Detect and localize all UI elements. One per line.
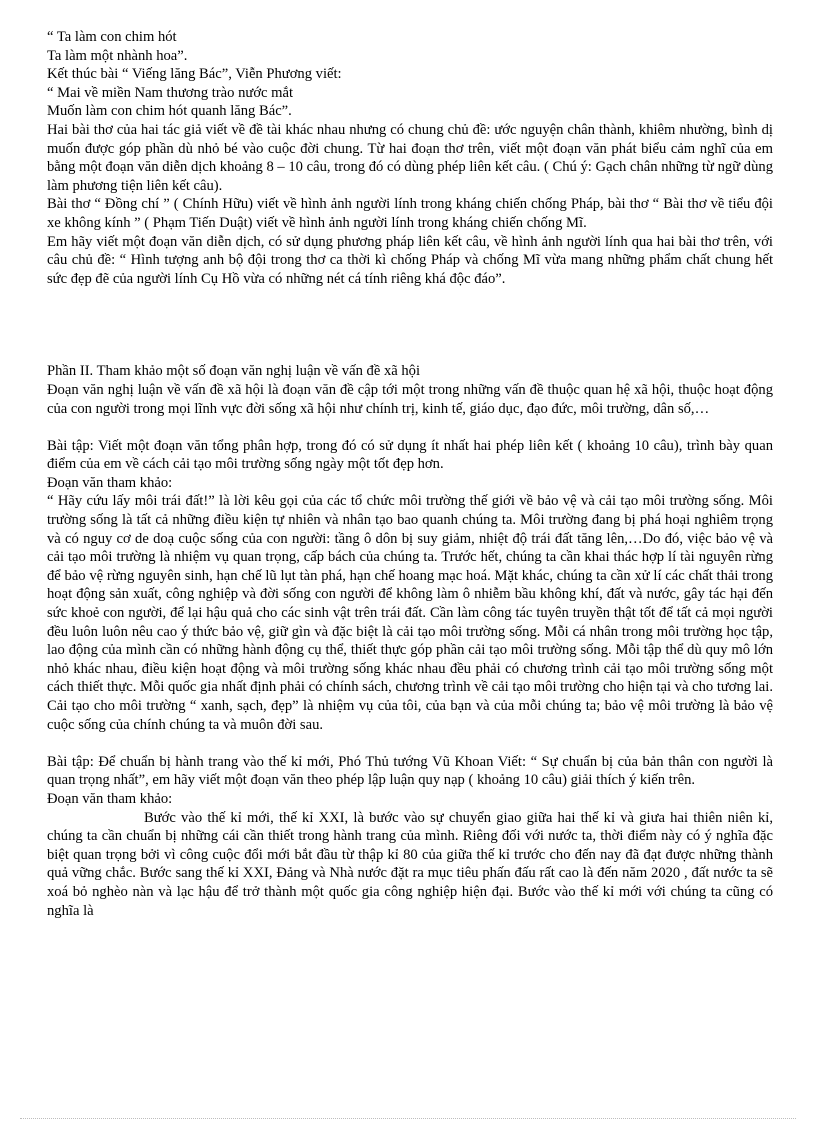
task-paragraph: Hai bài thơ của hai tác giả viết về đề tài khác nhau nhưng có chung chủ đề: ước nguyện chân thành, khiêm nhường, bình dị muốn được góp phần dù nhỏ bé vào cuộc đời chung. Từ hai đoạn thơ trên, viết một đoạn văn phát biểu cảm nghĩ của em bằng một đoạn văn diễn dịch khoảng 8 – 10 câu, trong đó có dùng phép liên kết câu. ( Chú ý: Gạch chân những từ ngữ dùng làm phương tiện liên kết câu).	[47, 121, 773, 194]
page-bottom-divider	[20, 1118, 796, 1119]
reference-label: Đoạn văn tham khảo:	[47, 790, 173, 807]
task-paragraph: Em hãy viết một đoạn văn diễn dịch, có sử dụng phương pháp liên kết câu, về hình ảnh người lính qua hai bài thơ trên, với câu chủ đề: “ Hình tượng anh bộ đội trong thơ ca thời kì chống Pháp và chống Mĩ vừa mang những phẩm chất chung hết sức đẹp đẽ của người lính Cụ Hồ vừa có những nét cá tính riêng khá độc đáo”.	[47, 233, 773, 287]
poem-line: “ Mai về miền Nam thương trào nước mắt	[47, 84, 294, 101]
poem-line: “ Ta làm con chim hót	[47, 29, 177, 45]
document-page	[47, 28, 773, 920]
reference-label: Đoạn văn tham khảo:	[47, 474, 173, 491]
reference-paragraph	[47, 809, 773, 921]
intro-line: Kết thúc bài “ Viếng lăng Bác”, Viễn Phương viết:	[47, 66, 342, 83]
poem-line: Muốn làm con chim hót quanh lăng Bác”.	[47, 103, 292, 120]
context-paragraph: Bài thơ “ Đồng chí ” ( Chính Hữu) viết về hình ảnh người lính trong kháng chiến chống Pháp, bài thơ “ Bài thơ về tiểu đội xe không kính ” ( Phạm Tiến Duật) viết về hình ảnh người lính trong kháng chiến chống Mĩ.	[47, 196, 773, 231]
reference-paragraph: “ Hãy cứu lấy môi trái đất!” là lời kêu gọi của các tổ chức môi trường thế giới về bảo vệ và cải tạo môi trường sống. Môi trường sống là tất cả những điều kiện tự nhiên và nhân tạo bao quanh chúng ta. Môi trường đang bị phá hoại nghiêm trọng và có nguy cơ de doạ cuộc sống của con người: tầng ô dôn bị suy giảm, nhiệt độ trái đất tăng lên,…Do đó, việc bảo vệ và cải tạo môi trường là nhiệm vụ quan trọng, cấp bách của chúng ta. Trước hết, chúng ta cần khai thác hợp lí tài nguyên rừng để bảo vệ rừng nguyên sinh, hạn chế lũ lụt tàn phá, hạn chế hoang mạc hoá. Mặt khác, chúng ta cần xử lí các chất thải trong hoạt động sản xuất, công nghiệp và đời sống con người để không làm ô nhiễm bầu không khí, đất và nước, gây tác hại đến sức khoẻ con người, để lại hậu quả cho các sinh vật trên trái đất. Cần làm công tác tuyên truyền thật tốt để tất cả mọi người đều luôn luôn nêu cao ý thức bảo vệ, giữ gìn và đặc biệt là cải tạo môi trường sống. Mỗi cá nhân trong môi trường học tập, lao động của mình cần có những hành động cụ thể, thiết thực góp phần cải tạo môi trường sống. Mỗi tập thể dù quy mô lớn nhỏ khác nhau, điều kiện hoạt động và môi trường sống khác nhau đều phải có chương trình cải tạo môi trường sống một cách thiết thực. Mỗi quốc gia nhất định phải có chính sách, chương trình về cải tạo môi trường cho hiện tại và cho tương lai. Cải tạo cho môi trường “ xanh, sạch, đẹp” là nhiệm vụ của tôi, của bạn và của mỗi chúng ta; bảo vệ môi trường là bảo vệ cuộc sống của chính chúng ta và muôn đời sau.	[47, 493, 773, 733]
exercise-prompt: Bài tập: Viết một đoạn văn tổng phân hợp, trong đó có sử dụng ít nhất hai phép liên kết ( khoảng 10 câu), trình bày quan điểm của em về cách cải tạo môi trường sống ngày một tốt đẹp hơn.	[47, 437, 773, 473]
section-heading: Phần II. Tham khảo một số đoạn văn nghị luận về vấn đề xã hội	[47, 363, 421, 380]
definition-paragraph: Đoạn văn nghị luận về vấn đề xã hội là đoạn văn đề cập tới một trong những vấn đề thuộc quan hệ xã hội, thuộc hoạt động của con người trong mọi lĩnh vực đời sống xã hội như chính trị, kinh tế, giáo dục, đạo đức, môi trường, dân số,…	[47, 381, 773, 417]
exercise-prompt: Bài tập: Để chuẩn bị hành trang vào thế kỉ mới, Phó Thủ tướng Vũ Khoan Viết: “ Sự chuẩn bị của bản thân con người là quan trọng nhất”, em hãy viết một đoạn văn theo phép lập luận quy nạp ( khoảng 10 câu) giải thích ý kiến trên.	[47, 753, 773, 789]
reference-text: Bước vào thế kỉ mới, thế kỉ XXI, là bước vào sự chuyển giao giữa hai thế kỉ và giưa hai thiên niên kỉ, chúng ta cần chuẩn bị những cái cần thiết trong hành trang của mình. Riêng đối với nước ta, thời điểm này có ý nghĩa đặc biệt quan trọng bởi vì công cuộc đổi mới bắt đầu từ thập kỉ 80 của giữa thế kỉ trước cho đến nay đã đạt được những thành quả vững chắc. Bước sang thế kỉ XXI, Đảng và Nhà nước đặt ra mục tiêu phấn đấu rất cao là đến năm 2020 , đất nước ta sẽ xoá bỏ nghèo nàn và lạc hậu để trở thành một quốc gia công nghiệp hiện đại. Bước vào thế kỉ mới với chúng ta cũng có nghĩa là	[47, 809, 773, 919]
poem-line: Ta làm một nhành hoa”.	[47, 47, 188, 64]
